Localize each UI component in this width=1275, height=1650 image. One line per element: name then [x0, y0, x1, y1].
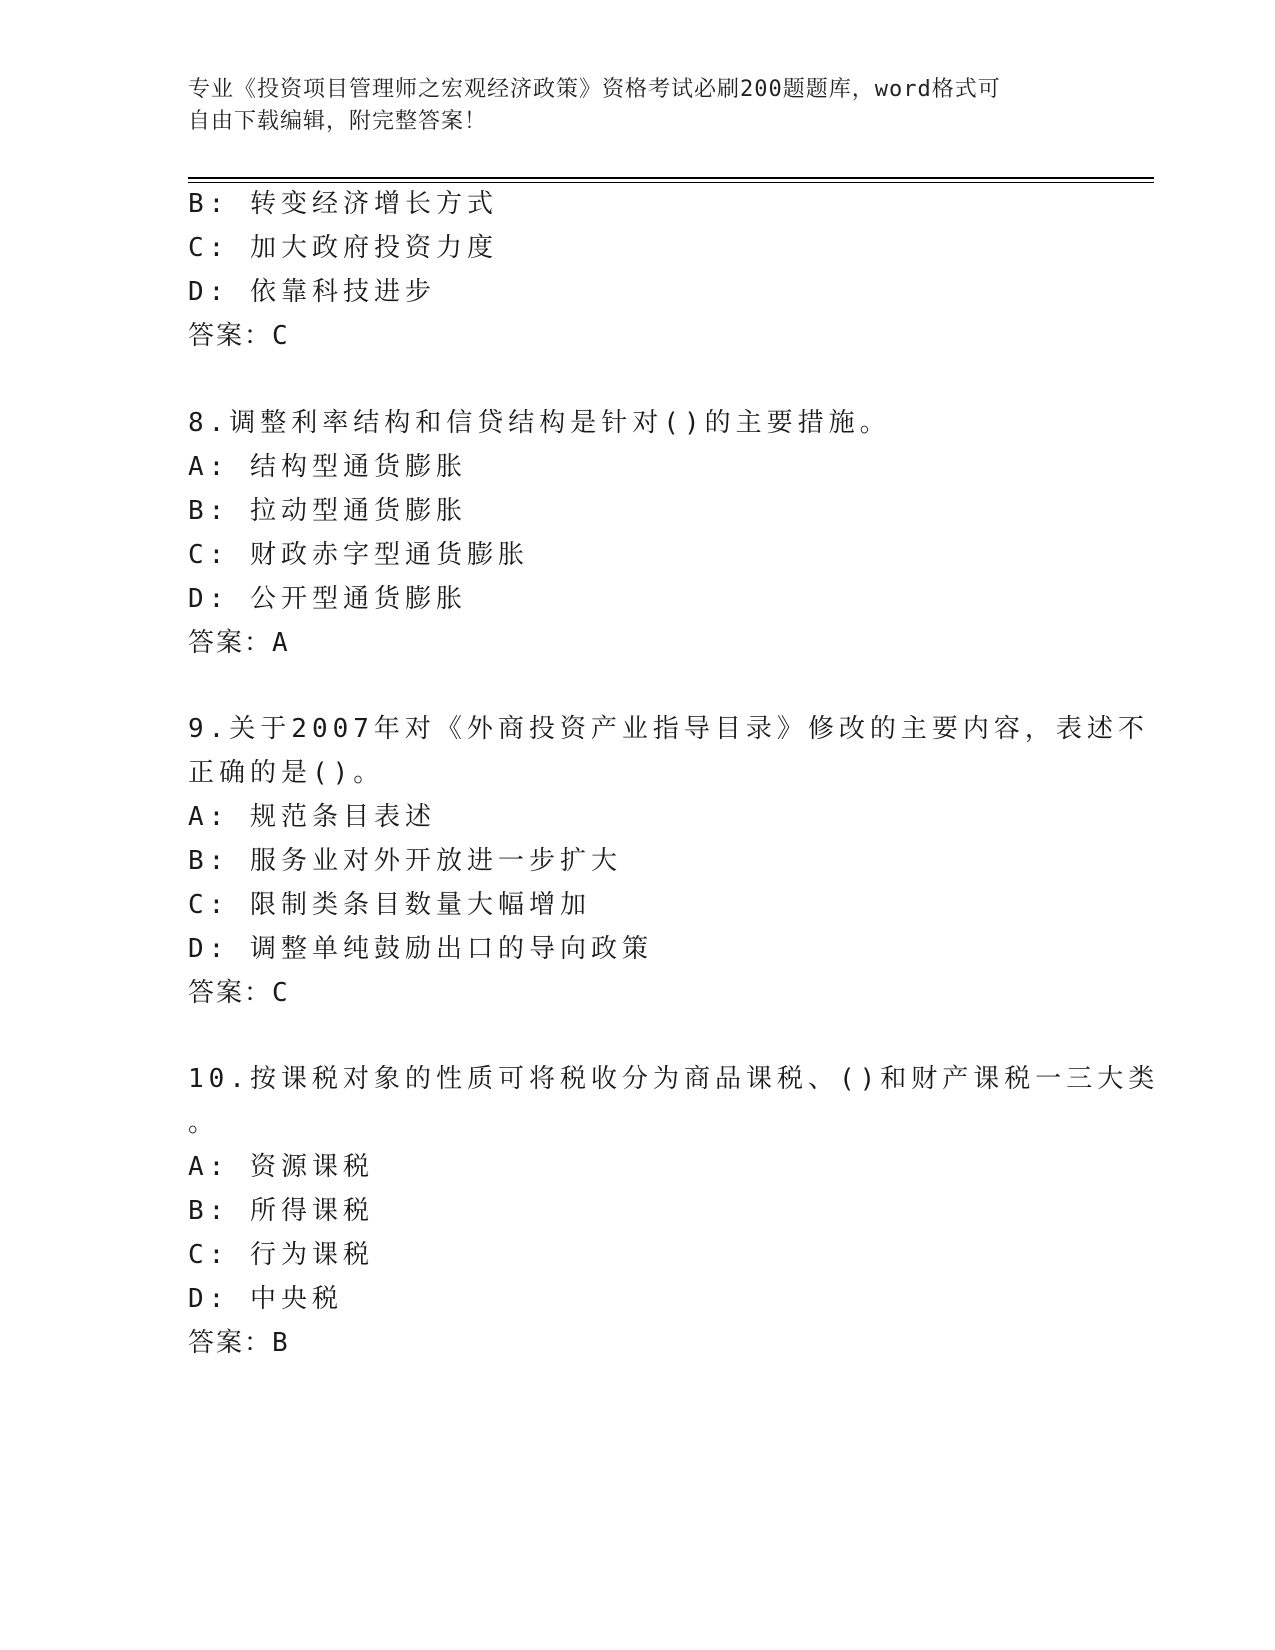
q8-option-b: B: 拉动型通货膨胀: [188, 496, 467, 526]
q10-question-line-2: 。: [188, 1108, 220, 1138]
q9-option-c: C: 限制类条目数量大幅增加: [188, 890, 591, 920]
q8-question: 8.调整利率结构和信贷结构是针对()的主要措施。: [188, 408, 891, 438]
q9-question-line-1: 9.关于2007年对《外商投资产业指导目录》修改的主要内容，表述不: [188, 714, 1149, 744]
header-line-1: 专业《投资项目管理师之宏观经济政策》资格考试必刷200题题库，word格式可: [188, 77, 1001, 102]
q9-option-b: B: 服务业对外开放进一步扩大: [188, 846, 622, 876]
header-line-2: 自由下载编辑，附完整答案！: [188, 109, 488, 134]
q10-answer: 答案：B: [188, 1328, 290, 1358]
q9-question-line-2: 正确的是()。: [188, 758, 385, 788]
header-rule-thin: [188, 182, 1154, 183]
header-rule-thick: [188, 177, 1154, 179]
q8-answer: 答案：A: [188, 628, 290, 658]
q8-option-d: D: 公开型通货膨胀: [188, 584, 467, 614]
q10-option-d: D: 中央税: [188, 1284, 343, 1314]
q10-question-line-1: 10.按课税对象的性质可将税收分为商品课税、()和财产课税一三大类: [188, 1064, 1160, 1094]
q10-option-b: B: 所得课税: [188, 1196, 374, 1226]
q7-option-d: D: 依靠科技进步: [188, 277, 436, 307]
document-header: [188, 74, 1068, 138]
q7-option-c: C: 加大政府投资力度: [188, 233, 498, 263]
q7-option-b: B: 转变经济增长方式: [188, 189, 498, 219]
q8-option-a: A: 结构型通货膨胀: [188, 452, 467, 482]
q10-option-c: C: 行为课税: [188, 1240, 374, 1270]
q9-option-d: D: 调整单纯鼓励出口的导向政策: [188, 934, 653, 964]
q10-option-a: A: 资源课税: [188, 1152, 374, 1182]
q9-option-a: A: 规范条目表述: [188, 802, 436, 832]
q8-option-c: C: 财政赤字型通货膨胀: [188, 540, 529, 570]
q7-answer: 答案：C: [188, 321, 290, 351]
q9-answer: 答案：C: [188, 978, 290, 1008]
